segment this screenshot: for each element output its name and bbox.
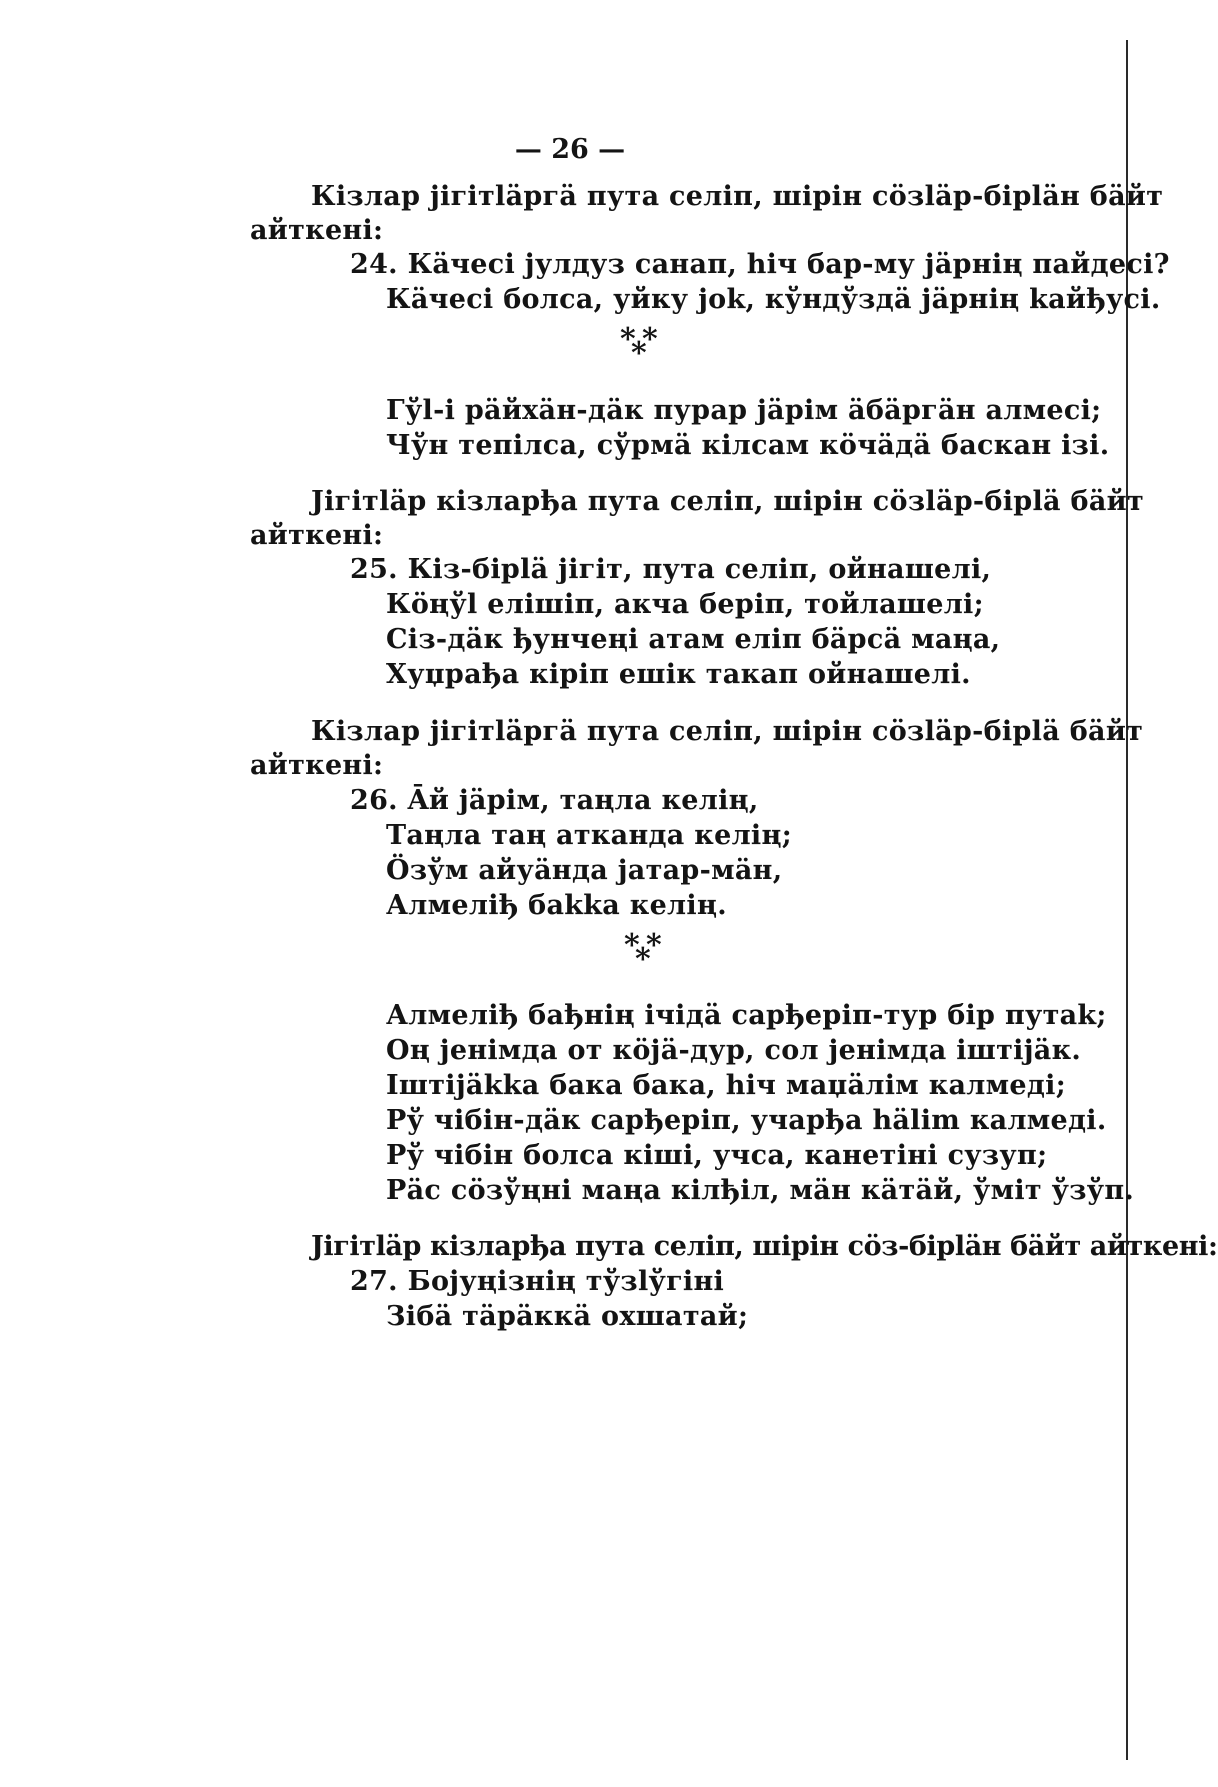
poem-3-line-4: Рў чiбiн-дäк сарђерiп, учарђа hälim калмедi.: [386, 1105, 1107, 1136]
poem-3-line-1: Алмелiђ бађнiң iчiдä сарђерiп-тур бiр путak;: [386, 1000, 1107, 1031]
poem-3-line-3: Iштijäkka бака бака, hiч маџäлiм калмедi;: [386, 1070, 1066, 1101]
verse-24-line-2: Кäчесі болса, уйку jok, кўндўздä jäрнiң kaйђусi.: [386, 284, 1161, 315]
quatrain-1-line-1: Гўl-i päйхäн-дäк пурар jäрiм äбäргäн алмесi;: [386, 395, 1102, 426]
poem-3-line-6: Рäс сöзўңнi маңа кiлђiл, мäн кäтäй, ўмiт ўзўп.: [386, 1175, 1135, 1206]
verse-26-line-3: Öзўм айуäнда jатар-мäн,: [386, 855, 783, 886]
asterism-divider: * * *: [620, 322, 658, 371]
poem-3-line-2: Оң jенiмда от кöjä-дур, сол jенiмда iштijäк.: [386, 1035, 1082, 1066]
asterism-divider-2: * * *: [624, 928, 662, 977]
page-number: — 26 —: [514, 134, 626, 165]
verse-26-line-2: Таңла таң атканда келiң;: [386, 820, 792, 851]
verse-26-line-4: Алмелiђ бakka келiң.: [386, 890, 727, 921]
verse-25-line-3: Сiз-дäк ђунчеңi атам елiп бäрсä маңа,: [386, 624, 1001, 655]
intro-24-line-2: айткені:: [250, 215, 384, 246]
verse-27-line-1: 27. Бојуңiзнiң тўзlўгiнi: [350, 1266, 725, 1297]
verse-25-line-1: 25. Кiз-бiрlä jiгiт, пута селiп, ойнашелi,: [350, 554, 992, 585]
intro-26-line-1: Кiзлар jiгiтläргä пута селiп, шiрiн сöзläр-бiрlä бäйт: [311, 716, 1144, 747]
intro-25-line-1: Jiгітläр кізларђа пута селiп, шiрiн сöзläр-бiрlä бäйт: [311, 486, 1144, 517]
verse-24-line-1: 24. Кäчесі јулдуз санап, hiч бар-му jäрнiң пайдесi?: [350, 249, 1170, 280]
verse-26-line-1: 26. Āй jäрiм, таңла келiң,: [350, 785, 759, 816]
quatrain-1-line-2: Чўн тепiлса, сўрмä кiлсам кöчäдä баскан iзi.: [386, 430, 1110, 461]
verse-27-line-2: Зiбä тäрäккä охшатай;: [386, 1301, 749, 1332]
intro-25-line-2: айткенi:: [250, 520, 384, 551]
intro-27-line-1: Jiгiтläр кiзларђа пута селiп, шiрiн сöз-бiрläн бäйт айткенi:: [311, 1231, 1218, 1262]
poem-3-line-5: Рў чiбiн болса кiшi, учса, канетiнi сузуп;: [386, 1140, 1048, 1171]
verse-25-line-4: Хуџрађа кiрiп ешiк такап ойнашелi.: [386, 659, 971, 690]
intro-26-line-2: айткенi:: [250, 750, 384, 781]
intro-24-line-1: Кізлар jiгітläргä пута селіп, шiрiн сöзläр-бiрläн бäйт: [311, 181, 1164, 212]
verse-25-line-2: Кöңўl елiшiп, акча берiп, тойлашелi;: [386, 589, 984, 620]
